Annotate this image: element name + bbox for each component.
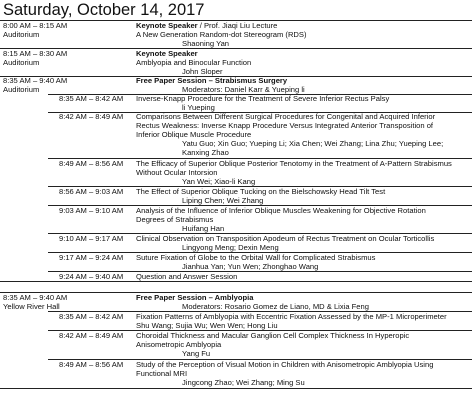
paper-authors: Shu Wang; Sujia Wu; Wen Wen; Hong Liu [136,321,278,330]
session-title: Free Paper Session – Strabismus Surgery [136,76,288,85]
paper-authors: Yang Fu [182,349,211,358]
paper-title-line: Rectus Weakness: Inverse Knapp Procedure Versus Integrated Anterior Transposition of [136,121,434,130]
paper-title: Clinical Observation on Transposition Apodeum of Rectus Treatment on Ocular Torticollis [136,234,435,243]
session-speaker: Shaoning Yan [182,39,230,48]
session-title-rest: / Prof. Jiaqi Liu Lecture [197,21,278,30]
paper-authors: Yatu Guo; Xin Guo; Yueping Li; Xia Chen; Wei Zhang; Lina Zhu; Yueping Lee; [182,139,444,148]
paper-authors: li Yueping [182,103,215,112]
paper-title-line: Functional MRI [136,369,188,378]
paper-title-line: Inferior Oblique Muscle Procedure [136,130,252,139]
paper-title-line: Degrees of Strabismus [136,215,214,224]
paper-authors: Jianhua Yan; Yun Wen; Zhonghao Wang [182,262,319,271]
session-room: Auditorium [3,85,40,94]
session-moderators: Moderators: Daniel Karr & Yueping li [182,85,305,94]
session-time: 8:35 AM – 9:40 AM [3,293,68,302]
paper-authors: Liping Chen; Wei Zhang [182,196,264,205]
paper-time: 9:10 AM – 9:17 AM [59,234,124,243]
paper-title: Fixation Patterns of Amblyopia with Eccentric Fixation Assessed by the MP-1 Microperimeter [136,312,447,321]
paper-authors: Huifang Han [182,224,225,233]
session-title: Free Paper Session – Amblyopia [136,293,254,302]
row-divider [0,281,472,282]
page-title: Saturday, October 14, 2017 [3,1,205,19]
paper-title-line: Anisometropic Amblyopia [136,340,222,349]
session-subtitle: Amblyopia and Binocular Function [136,58,252,67]
session-time: 8:00 AM – 8:15 AM [3,21,68,30]
session-title-bold: Keynote Speaker [136,21,198,30]
paper-title-line: Analysis of the Influence of Inferior Oblique Muscles Weakening for Objective Rotation [136,206,426,215]
paper-authors: Yan Wei; Xiao-li Kang [182,177,256,186]
paper-time: 8:35 AM – 8:42 AM [59,312,124,321]
paper-authors: Lingyong Meng; Dexin Meng [182,243,279,252]
paper-title-line: Without Ocular Intorsion [136,168,218,177]
paper-time: 8:49 AM – 8:56 AM [59,159,124,168]
row-divider [0,388,472,389]
session-time: 8:35 AM – 9:40 AM [3,76,68,85]
session-room: Auditorium [3,30,40,39]
session-moderators: Moderators: Rosario Gomez de Liano, MD & Lixia Feng [182,302,369,311]
paper-title-line: Choroidal Thickness and Macular Ganglion Cell Complex Thickness In Hyperopic [136,331,410,340]
paper-authors: Kanxing Zhao [182,148,229,157]
session-speaker: John Sloper [182,67,223,76]
paper-time: 8:35 AM – 8:42 AM [59,94,124,103]
paper-time: 8:49 AM – 8:56 AM [59,360,124,369]
session-title: Keynote Speaker [136,49,198,58]
paper-time: 9:24 AM – 9:40 AM [59,272,124,281]
paper-title: Suture Fixation of Globe to the Orbital Wall for Complicated Strabismus [136,253,376,262]
session-room: Yellow River Hall [3,302,60,311]
paper-time: 9:03 AM – 9:10 AM [59,206,124,215]
paper-time: 8:42 AM – 8:49 AM [59,331,124,340]
paper-time: 8:56 AM – 9:03 AM [59,187,124,196]
paper-time: 9:17 AM – 9:24 AM [59,253,124,262]
paper-title-line: The Efficacy of Superior Oblique Posterior Tenotomy in the Treatment of A-Pattern Strabismus [136,159,452,168]
row-divider [0,48,472,49]
paper-title-line: Comparisons Between Different Surgical Procedures for Congenital and Acquired Inferior [136,112,436,121]
session-subtitle: A New Generation Random-dot Stereogram (RDS) [136,30,307,39]
paper-title-line: Study of the Perception of Visual Motion in Children with Anisometropic Amblyopia Using [136,360,434,369]
paper-time: 8:42 AM – 8:49 AM [59,112,124,121]
session-room: Auditorium [3,58,40,67]
paper-title: Inverse-Knapp Procedure for the Treatment of Severe Inferior Rectus Palsy [136,94,390,103]
paper-authors: Jingcong Zhao; Wei Zhang; Ming Su [182,378,305,387]
paper-title: Question and Answer Session [136,272,238,281]
paper-title: The Effect of Superior Oblique Tucking on the Bielschowsky Head Tilt Test [136,187,386,196]
session-time: 8:15 AM – 8:30 AM [3,49,68,58]
session-title [136,21,277,30]
